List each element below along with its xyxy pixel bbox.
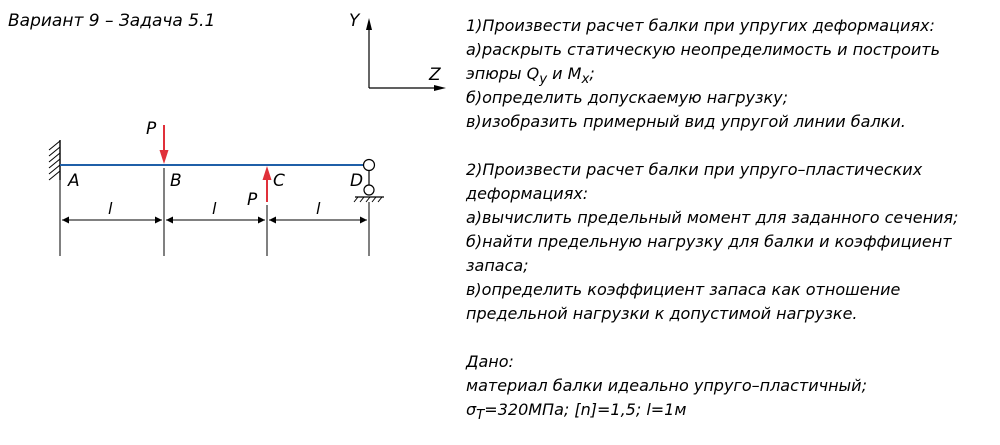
part1-item-a-line2: эпюры $Q_y$ и $M_x$; <box>466 64 595 88</box>
part1-item-a-line1: а)раскрыть статическую неопределимость и построить <box>466 40 941 59</box>
y-axis-arrowhead <box>366 18 372 30</box>
point-label-b: B <box>170 171 182 191</box>
given-line2: $\sigma_T=320МПа$; [n]=1,5; l=1м <box>466 400 687 424</box>
part2-item-c-line1: в)определить коэффициент запаса как отношение <box>466 280 901 299</box>
span-label-3: l <box>316 199 321 218</box>
task-text <box>466 14 996 422</box>
z-axis-label: Z <box>429 65 441 85</box>
part2-item-b-line2: запаса; <box>466 256 529 275</box>
point-label-a: A <box>68 171 80 191</box>
y-axis-label: Y <box>349 11 360 31</box>
part1-item-c: в)изобразить примерный вид упругой линии балки. <box>466 112 906 131</box>
part1-item-b: б)определить допускаемую нагрузку; <box>466 88 789 107</box>
z-axis-arrowhead <box>434 85 446 91</box>
span-label-2: l <box>212 199 217 218</box>
part2-item-c-line2: предельной нагрузки к допустимой нагрузке. <box>466 304 858 323</box>
point-label-d: D <box>350 171 364 191</box>
fixed-support <box>49 140 60 180</box>
span-label-1: l <box>108 199 113 218</box>
load-label-top: P <box>146 119 157 139</box>
beam-diagram <box>0 0 460 445</box>
load-label-bottom: P <box>247 190 258 210</box>
given-heading: Дано: <box>466 352 514 371</box>
part1-heading: 1)Произвести расчет балки при упругих деформациях: <box>466 16 935 35</box>
force-arrow-up <box>263 166 272 202</box>
given-line1: материал балки идеально упруго–пластичный; <box>466 376 867 395</box>
point-label-c: C <box>273 171 285 191</box>
part2-heading-line1: 2)Произвести расчет балки при упруго–пластических <box>466 160 923 179</box>
coordinate-axes <box>349 11 446 91</box>
part2-item-a: а)вычислить предельный момент для заданного сечения; <box>466 208 959 227</box>
part2-item-b-line1: б)найти предельную нагрузку для балки и коэффициент <box>466 232 952 251</box>
page-title: Вариант 9 – Задача 5.1 <box>8 11 216 31</box>
force-arrow-down <box>160 125 169 164</box>
part2-heading-line2: деформациях: <box>466 184 589 203</box>
